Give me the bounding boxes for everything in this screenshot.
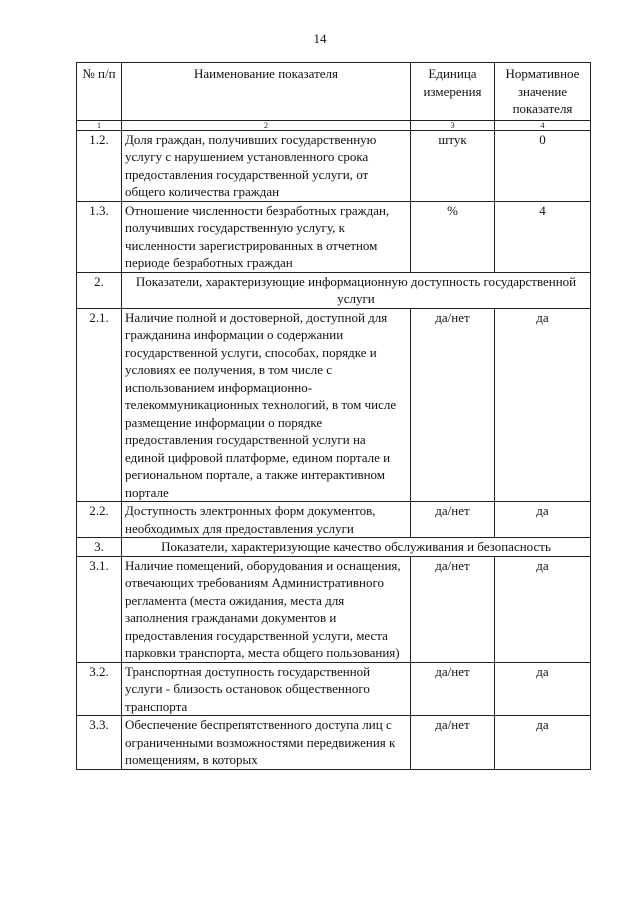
row-num: 3.2. [77, 662, 122, 716]
row-num: 1.2. [77, 130, 122, 201]
row-name: Обеспечение беспрепятственного доступа лиц с ограниченными возможностями передвижения к помещениям, в которых [122, 716, 411, 770]
section-num: 2. [77, 272, 122, 308]
row-name: Транспортная доступность государственной услуги - близость остановок общественного транспорта [122, 662, 411, 716]
row-name: Наличие помещений, оборудования и оснащения, отвечающих требованиям Административного регламента (места ожидания, места для заполнения гражданами документов и предоставления государственной услуги, места парковки транспорта, места общего пользования) [122, 556, 411, 662]
column-index: 1 [77, 120, 122, 130]
table-header-row [77, 63, 591, 121]
section-row [77, 272, 591, 308]
row-num: 2.2. [77, 502, 122, 538]
row-norm: да [495, 308, 591, 502]
column-index-row [77, 120, 591, 130]
row-num: 1.3. [77, 201, 122, 272]
section-title: Показатели, характеризующие качество обслуживания и безопасность [122, 538, 591, 557]
row-num: 2.1. [77, 308, 122, 502]
row-unit: да/нет [411, 502, 495, 538]
page-number: 14 [313, 31, 327, 46]
row-norm: 4 [495, 201, 591, 272]
column-index: 3 [411, 120, 495, 130]
row-unit: да/нет [411, 308, 495, 502]
table-row [77, 201, 591, 272]
row-unit: штук [411, 130, 495, 201]
row-name: Наличие полной и достоверной, доступной для гражданина информации о содержании государственной услуги, способах, порядке и условиях ее получения, в том числе с использованием информационно-телекоммуникационных технологий, в том числе размещение информации о порядке предоставления государственной услуги на единой цифровой платформе, едином портале и региональном портале, а также интерактивном портале [122, 308, 411, 502]
table-row [77, 130, 591, 201]
row-unit: да/нет [411, 662, 495, 716]
row-norm: да [495, 556, 591, 662]
header-name: Наименование показателя [122, 63, 411, 121]
section-row [77, 538, 591, 557]
row-norm: да [495, 502, 591, 538]
header-num: № п/п [77, 63, 122, 121]
row-unit: да/нет [411, 716, 495, 770]
row-num: 3.1. [77, 556, 122, 662]
table-row [77, 308, 591, 502]
row-norm: да [495, 716, 591, 770]
row-name: Доступность электронных форм документов, необходимых для предоставления услуги [122, 502, 411, 538]
column-index: 2 [122, 120, 411, 130]
row-norm: да [495, 662, 591, 716]
section-title: Показатели, характеризующие информационную доступность государственной услуги [122, 272, 591, 308]
table-row [77, 716, 591, 770]
header-unit: Единица измерения [411, 63, 495, 121]
section-num: 3. [77, 538, 122, 557]
table-row [77, 662, 591, 716]
column-index: 4 [495, 120, 591, 130]
table-row [77, 556, 591, 662]
table-row [77, 502, 591, 538]
row-name: Доля граждан, получивших государственную услугу с нарушением установленного срока предоставления государственной услуги, от общего количества граждан [122, 130, 411, 201]
row-norm: 0 [495, 130, 591, 201]
row-unit: % [411, 201, 495, 272]
row-unit: да/нет [411, 556, 495, 662]
row-num: 3.3. [77, 716, 122, 770]
indicators-table [76, 62, 591, 770]
row-name: Отношение численности безработных граждан, получивших государственную услугу, к численности зарегистрированных в отчетном периоде безработных граждан [122, 201, 411, 272]
header-norm: Нормативное значение показателя [495, 63, 591, 121]
